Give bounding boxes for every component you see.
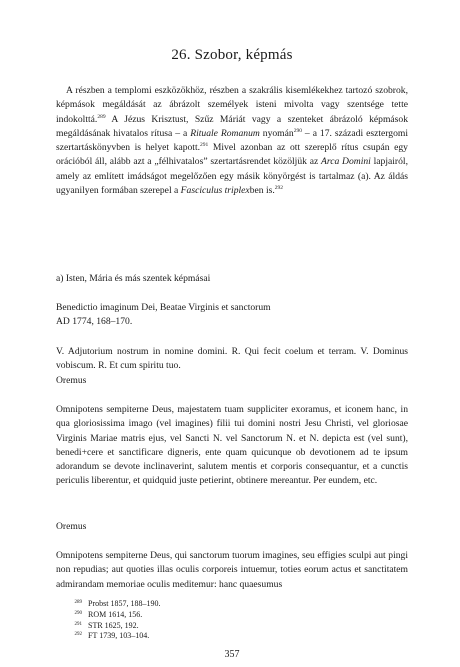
footnote-text: FT 1739, 103–104. xyxy=(88,631,150,641)
page-number: 357 xyxy=(224,649,240,660)
intro-text-5: Mivel azonban az ott szereplő rítus csupán egy orációból áll, alább azt a „félhivatalos” szertartásrendet közöljük az xyxy=(56,142,408,168)
footnote-ref-292[interactable]: 292 xyxy=(274,184,283,191)
intro-paragraph xyxy=(56,84,408,198)
intro-text-6: lapjairól, amely az említett imádságot megelőzően egy másik könyörgést is tartalmaz (a). Az áldás ugyanilyen formában szerepel a xyxy=(56,156,408,197)
arca-domini-title: Arca Domini xyxy=(320,156,371,168)
footnote-item xyxy=(72,621,372,632)
prayer-paragraph-2: Omnipotens sempiterne Deus, qui sanctorum tuorum imagines, seu effigies sculpi aut pingi non repudias; aut quoties illas oculis corporeis intuemur, toties eorum actus et sanctitatem admirandam memoriae oculis meditemur: hanc quaesumus xyxy=(56,550,408,590)
footnote-ref-291[interactable]: 291 xyxy=(200,142,209,148)
fasciculus-triplex-title: Fasciculus triplex xyxy=(180,185,250,197)
benedictio-source: AD 1774, 168–170. xyxy=(56,316,133,328)
book-page xyxy=(56,0,408,667)
footnote-number: 292 xyxy=(74,632,82,638)
benedictio-block xyxy=(56,301,408,330)
intro-text-1: A részben a templomi eszközökhöz, részben a szakrális kisemlékekhez tartozó szobrok, képmások megáldását az ábrázolt személyek isteni mivolta vagy szentsége tette indokolttá. xyxy=(56,85,408,125)
oremus-heading-2: Oremus xyxy=(56,521,87,532)
footnote-text: Probst 1857, 188–190. xyxy=(88,599,161,608)
footnote-ref-289[interactable]: 289 xyxy=(97,113,106,120)
rituale-romanum-title: Rituale Romanum xyxy=(190,127,260,139)
footnote-ref-290[interactable]: 290 xyxy=(293,127,302,134)
footnotes xyxy=(72,599,372,642)
footnote-number: 289 xyxy=(74,600,82,605)
footnote-item xyxy=(72,610,372,621)
section-a-heading: a) Isten, Mária és más szentek képmásai xyxy=(56,273,211,284)
oremus-heading-1: Oremus xyxy=(56,375,87,386)
footnote-number: 291 xyxy=(74,621,82,627)
intro-text-4: – a 17. századi esztergomi szertartáskönyvben is helyet kapott. xyxy=(56,127,409,154)
footnote-number: 290 xyxy=(74,610,82,616)
versicles-paragraph: V. Adjutorium nostrum in nomine domini. R. Qui fecit coelum et terram. V. Dominus vobiscum. R. Et cum spiritu tuo. xyxy=(56,346,408,372)
benedictio-title: Benedictio imaginum Dei, Beatae Virginis et sanctorum xyxy=(56,302,271,313)
footnote-item xyxy=(72,631,372,642)
chapter-title: 26. Szobor, képmás xyxy=(171,47,293,63)
prayer-paragraph-1: Omnipotens sempiterne Deus, majestatem tuam suppliciter exoramus, et iconem hanc, in qua gloriosissima imago (vel imagines) filii tui domini nostri Jesu Christi, vel gloriosae Virginis Mariae matris ejus, vel Sancti N. vel Sanctorum N. et N. depicta est (vel sunt), benedi+cere et sanctificare digneris, ente quam quicunque ob devotionem ad te ipsum adorandum se devote inclinaverint, salutem mentis et corporis consequantur, et a cunctis periculis liberentur, et quidquid juste petierint, obtinere mereantur. Per eundem, etc. xyxy=(56,404,408,487)
footnote-item xyxy=(72,599,372,610)
footnote-text: ROM 1614, 156. xyxy=(88,609,143,619)
intro-text-3: nyomán xyxy=(259,127,294,139)
footnote-text: STR 1625, 192. xyxy=(88,620,139,630)
intro-text-2: A Jézus Krisztust, Szűz Máriát vagy a szenteket ábrázoló képmások megáldásának hivatalos rítusa – a xyxy=(56,113,408,139)
intro-text-7: ben is. xyxy=(249,185,275,197)
